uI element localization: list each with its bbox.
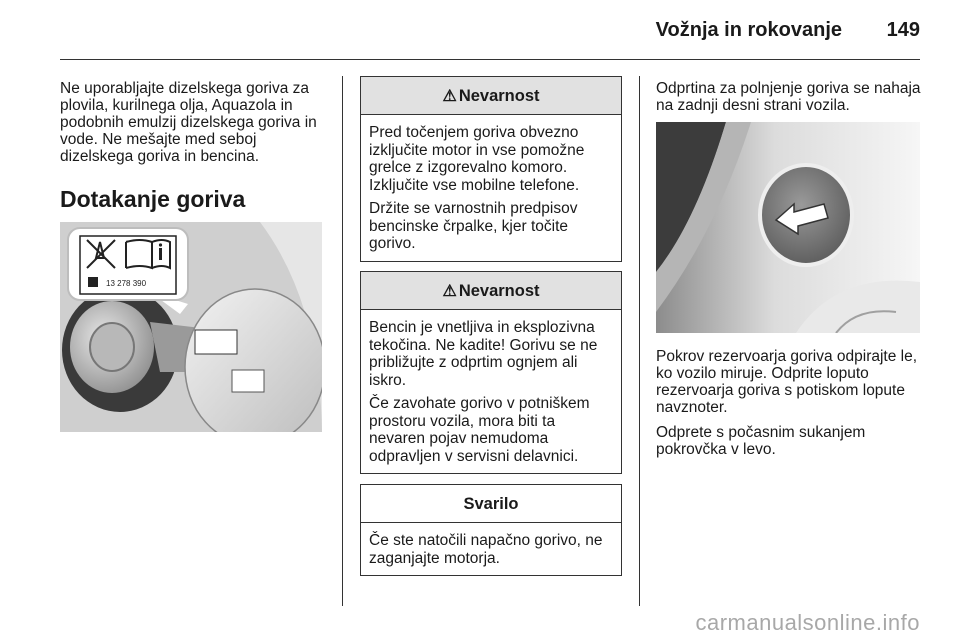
section-title: Vožnja in rokovanje (655, 19, 842, 41)
column-divider-right (639, 76, 640, 606)
warning-box-2-title: Nevarnost (458, 282, 540, 300)
warning-box-1-para-1: Pred točenjem goriva obvezno izključite motor in vse pomožne grelce z izgorevalno komoro. Izključite vse mobilne telefone. (369, 124, 585, 194)
fuel-flap-illustration (656, 122, 920, 333)
left-intro-text: Ne uporabljajte dizelskega goriva za plovila, kurilnega olja, Aquazola in podobnih emulzij dizelskega goriva in vode. Ne mešajte med seboj dizelskega goriva in bencina. (60, 80, 317, 165)
warning-triangle-icon: ⚠ (442, 88, 457, 105)
warning-box-1-header (361, 77, 621, 115)
warning-box-2-body (361, 310, 621, 473)
right-intro (656, 80, 922, 122)
warning-box-1-body (361, 115, 621, 261)
page-header (0, 0, 960, 60)
footer-watermark: carmanualsonline.info (695, 610, 920, 635)
fuel-cap-illustration (60, 222, 322, 432)
right-intro-text: Odprtina za polnjenje goriva se nahaja na zadnji desni strani vozila. (656, 80, 921, 114)
page-number: 149 (886, 19, 920, 41)
caution-box (360, 484, 622, 576)
fuel-cap-figure (60, 222, 322, 432)
caution-box-para-1: Če ste natočili napačno gorivo, ne zaganjajte motorja. (369, 532, 603, 567)
warning-triangle-icon: ⚠ (442, 283, 457, 300)
right-para-1: Pokrov rezervoarja goriva odpirajte le, ko vozilo miruje. Odprite loputo rezervoarja goriva s potiskom lopute navznoter. (656, 348, 918, 416)
warning-box-1-title: Nevarnost (458, 87, 540, 105)
warning-box-2-para-2: Če zavohate gorivo v potniškem prostoru vozila, mora biti ta nevaren pojav nemudoma odpravljen v servisni delavnici. (369, 395, 590, 465)
warning-box-2 (360, 271, 622, 474)
warning-box-2-para-1: Bencin je vnetljiva in eksplozivna tekočina. Ne kadite! Gorivu se ne približujte z odprtim ognjem ali iskro. (369, 319, 598, 389)
right-instructions (656, 348, 922, 466)
header-rule (60, 59, 920, 60)
figure-label-code: 13 278 390 (106, 279, 147, 288)
section-heading: Dotakanje goriva (60, 186, 246, 212)
warning-box-1-para-2: Držite se varnostnih predpisov bencinske črpalke, kjer točite gorivo. (369, 200, 578, 252)
left-intro (60, 80, 330, 173)
right-para-2: Odprete s počasnim sukanjem pokrovčka v levo. (656, 424, 866, 458)
column-divider-left (342, 76, 343, 606)
warning-box-2-header (361, 272, 621, 310)
warning-box-1 (360, 76, 622, 262)
fuel-flap-figure (656, 122, 920, 333)
caution-box-header: Svarilo (361, 485, 621, 523)
caution-box-body (361, 523, 621, 575)
